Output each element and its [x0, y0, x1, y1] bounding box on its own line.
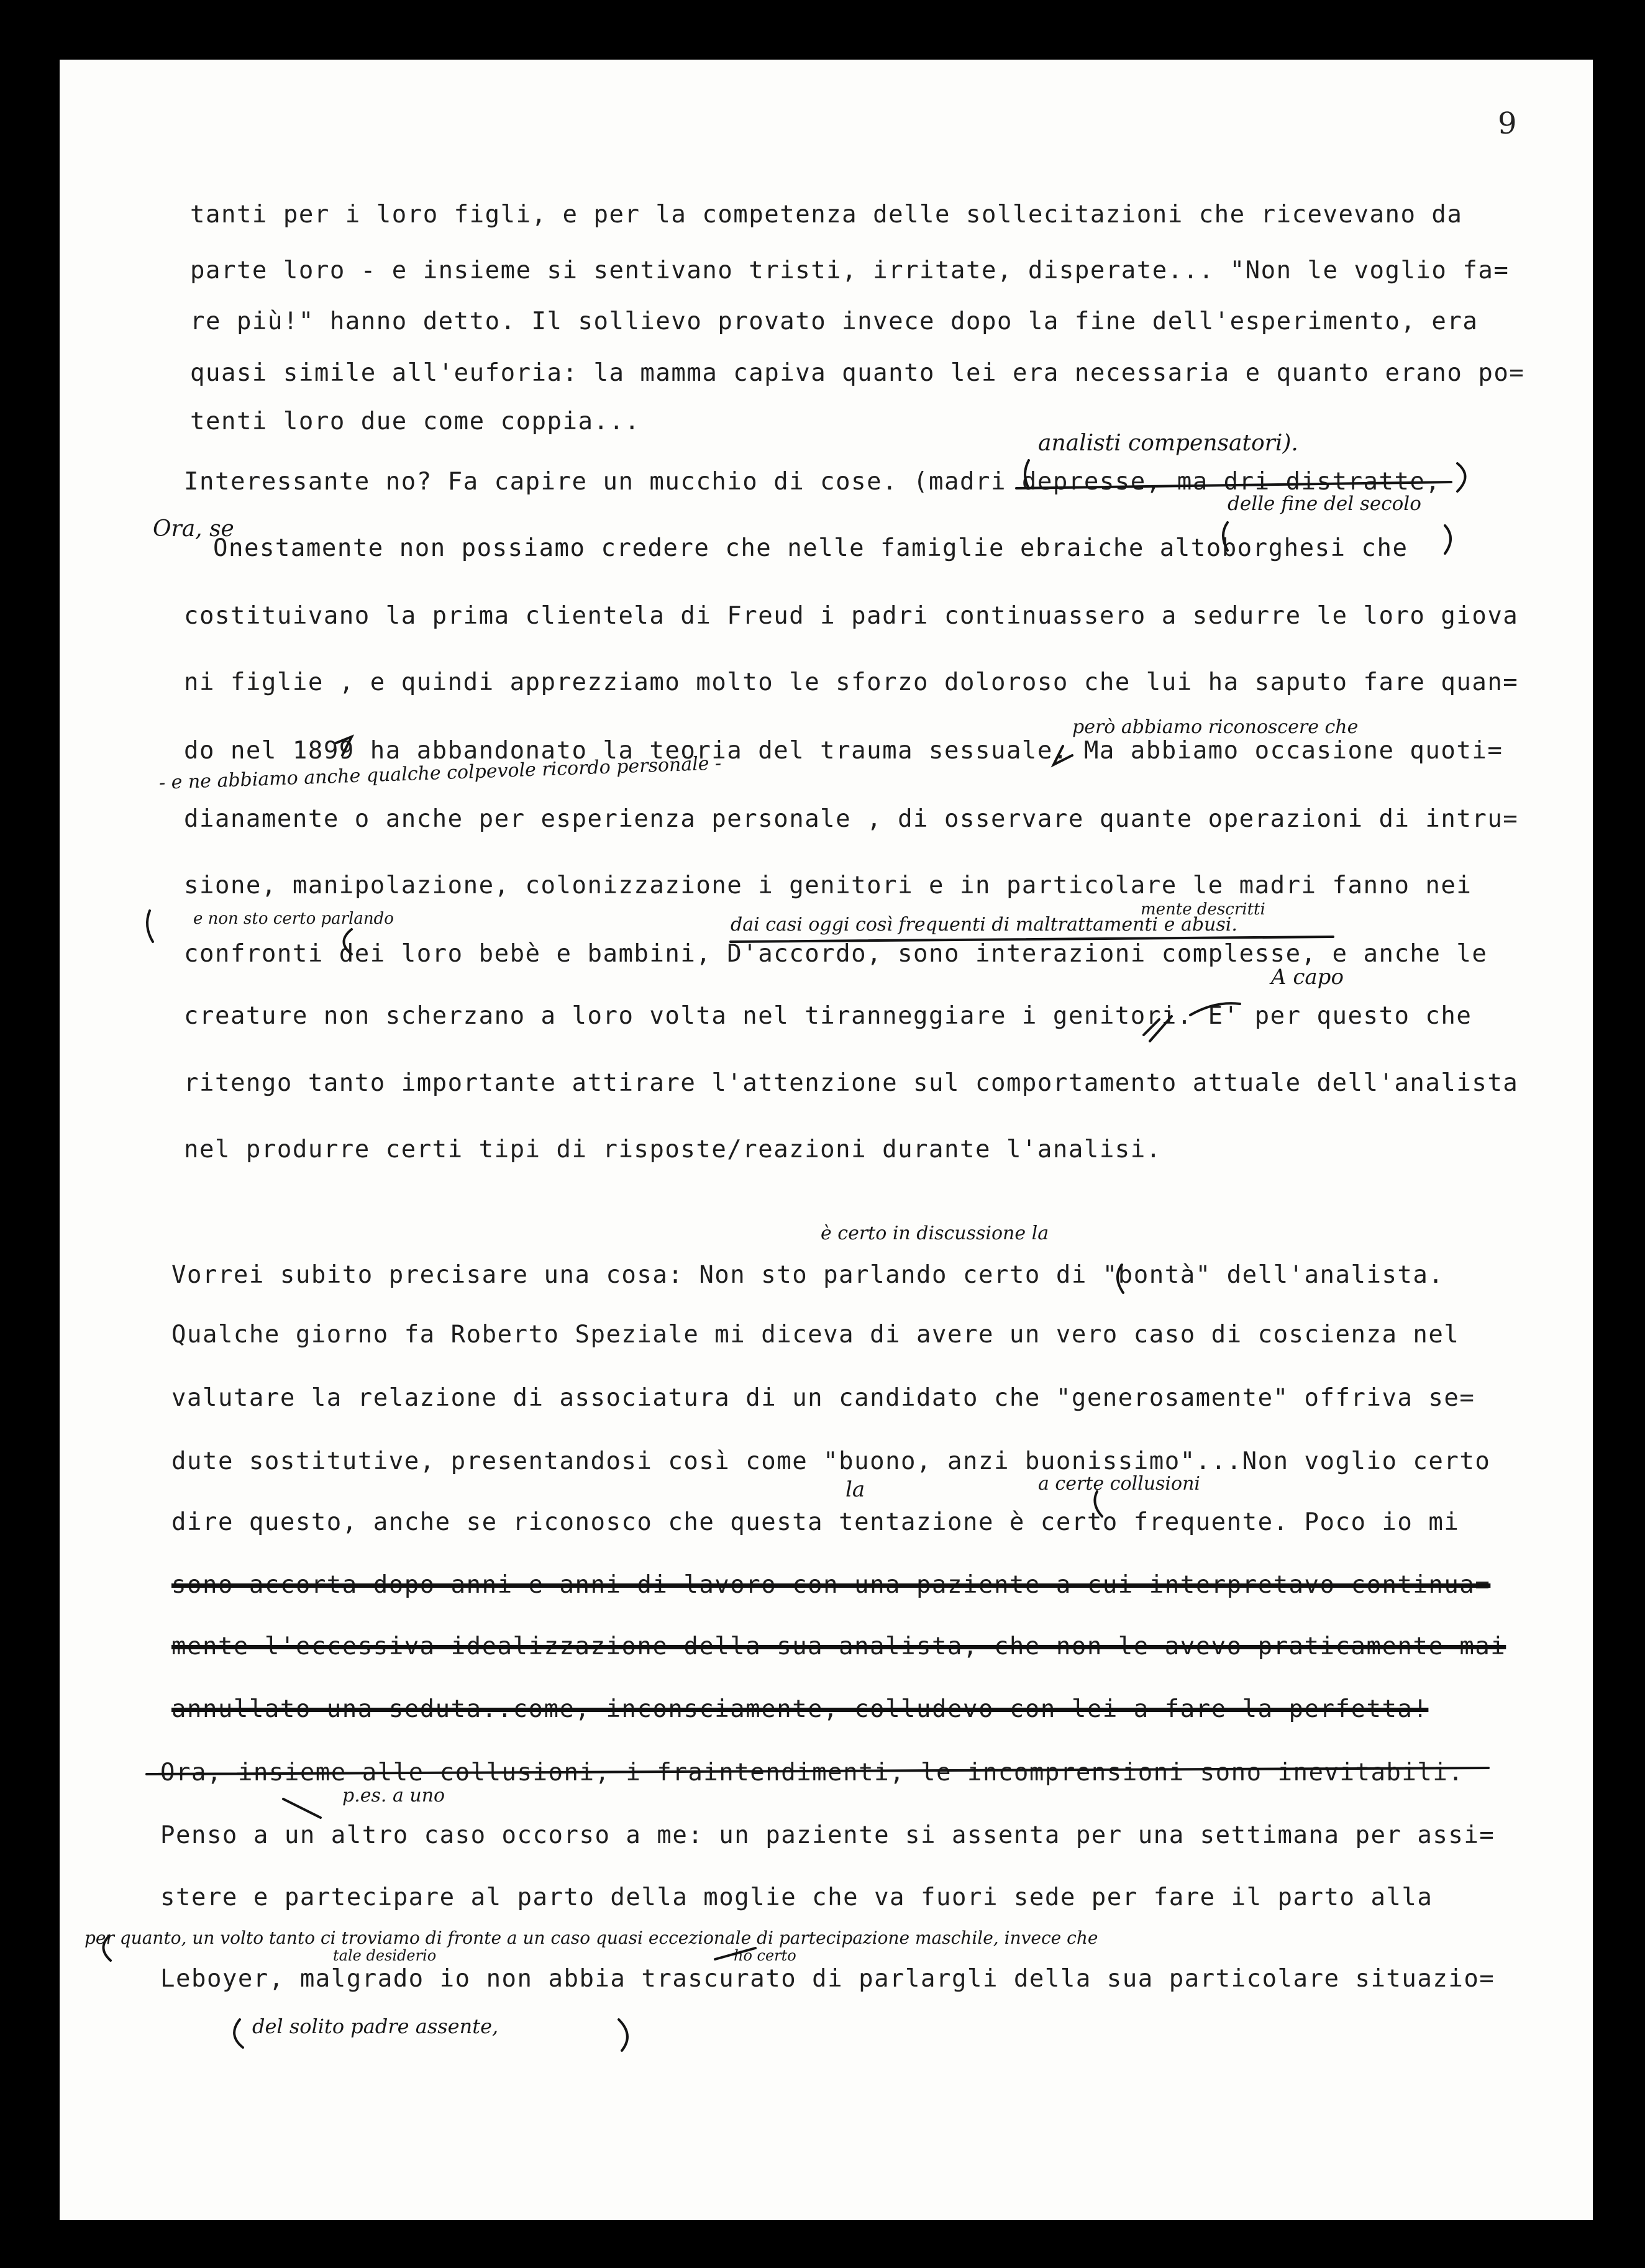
typed-line: confronti dei loro bebè e bambini, D'accordo, sono interazioni complesse, e anche le	[184, 940, 1488, 968]
typed-line: Interessante no? Fa capire un mucchio di cose. (madri depresse, ma dri distratte,	[184, 468, 1441, 496]
handwritten-note: è certo in discussione la	[821, 1223, 1049, 1244]
typed-line: dianamente o anche per esperienza personale , di osservare quante operazioni di intru=	[184, 805, 1519, 833]
handwritten-note: delle fine del secolo	[1228, 493, 1421, 515]
typed-line: Onestamente non possiamo credere che nelle famiglie ebraiche altoborghesi che	[213, 534, 1408, 562]
handwritten-note: dai casi oggi così frequenti di maltrattamenti e abusi.	[731, 914, 1237, 936]
page-number: 9	[1498, 106, 1517, 141]
handwritten-note: del solito padre assente,	[252, 2015, 499, 2038]
handwritten-note: - e ne abbiamo anche qualche colpevole ricordo personale -	[158, 752, 722, 794]
typed-line: ni figlie , e quindi apprezziamo molto le sforzo doloroso che lui ha saputo fare quan=	[184, 668, 1519, 696]
typed-line: dute sostitutive, presentandosi così come "buono, anzi buonissimo"...Non voglio certo	[171, 1447, 1491, 1475]
handwritten-note: per quanto, un volto tanto ci troviamo di fronte a un caso quasi eccezionale di partecipazione maschile, invece che	[84, 1928, 1098, 1948]
handwritten-note: tale desiderio	[333, 1947, 437, 1964]
handwritten-note: mente descritti	[1141, 900, 1265, 919]
typed-line: re più!" hanno detto. Il sollievo provato invece dopo la fine dell'esperimento, era	[190, 307, 1479, 335]
typed-line: Penso a un altro caso occorso a me: un paziente si assenta per una settimana per assi=	[160, 1821, 1495, 1849]
typed-line: sione, manipolazione, colonizzazione i genitori e in particolare le madri fanno nei	[184, 872, 1472, 899]
typed-line: parte loro - e insieme si sentivano tristi, irritate, disperate... "Non le voglio fa=	[190, 257, 1510, 285]
typed-line: tanti per i loro figli, e per la competenza delle sollecitazioni che ricevevano da	[190, 201, 1463, 229]
typed-line: Leboyer, malgrado io non abbia trascurato di parlargli della sua particolare situazio=	[160, 1965, 1495, 1993]
typed-line: creature non scherzano a loro volta nel tiranneggiare i genitori. E' per questo che	[184, 1002, 1472, 1030]
typed-line: dire questo, anche se riconosco che questa tentazione è certo frequente. Poco io mi	[171, 1508, 1460, 1536]
typed-line: valutare la relazione di associatura di un candidato che "generosamente" offriva se=	[171, 1384, 1475, 1412]
handwritten-note: ho certo	[734, 1947, 796, 1964]
handwritten-note: la	[845, 1477, 865, 1502]
handwritten-note: p.es. a uno	[342, 1785, 445, 1806]
typed-line: ritengo tanto importante attirare l'attenzione sul comportamento attuale dell'analista	[184, 1069, 1519, 1097]
handwritten-note: A capo	[1271, 965, 1344, 990]
handwritten-note: però abbiamo riconoscere che	[1072, 716, 1359, 738]
typed-line: Qualche giorno fa Roberto Speziale mi diceva di avere un vero caso di coscienza nel	[171, 1321, 1460, 1349]
handwritten-note: analisti compensatori).	[1038, 430, 1298, 456]
typed-line: Vorrei subito precisare una cosa: Non sto parlando certo di "bontà" dell'analista.	[171, 1261, 1444, 1289]
handwritten-note: a certe collusioni	[1038, 1473, 1201, 1495]
struck-typed-line: mente l'eccessiva idealizzazione della sua analista, che non le avevo praticamente mai	[171, 1633, 1506, 1660]
handwritten-note: e non sto certo parlando	[193, 909, 394, 928]
typed-line: Ora, insieme alle collusioni, i fraintendimenti, le incomprensioni sono inevitabili.	[160, 1759, 1464, 1787]
typed-line: quasi simile all'euforia: la mamma capiva quanto lei era necessaria e quanto erano po=	[190, 359, 1525, 387]
typed-line: nel produrre certi tipi di risposte/reazioni durante l'analisi.	[184, 1136, 1162, 1164]
typed-line: stere e partecipare al parto della moglie che va fuori sede per fare il parto alla	[160, 1883, 1433, 1911]
typed-line: costituivano la prima clientela di Freud i padri continuassero a sedurre le loro giova	[184, 602, 1519, 630]
struck-typed-line: sono accorta dopo anni e anni di lavoro con una paziente a cui interpretavo continua=	[171, 1571, 1491, 1599]
document-page	[60, 60, 1593, 2220]
typed-line: tenti loro due come coppia...	[190, 408, 640, 435]
struck-typed-line: annullato una seduta..come, inconsciamente, colludevo con lei a fare la perfetta!	[171, 1695, 1429, 1723]
handwritten-note: Ora, se	[153, 516, 234, 542]
typed-line: do nel 1899 ha abbandonato la teoria del trauma sessuale. Ma abbiamo occasione quoti=	[184, 737, 1503, 765]
